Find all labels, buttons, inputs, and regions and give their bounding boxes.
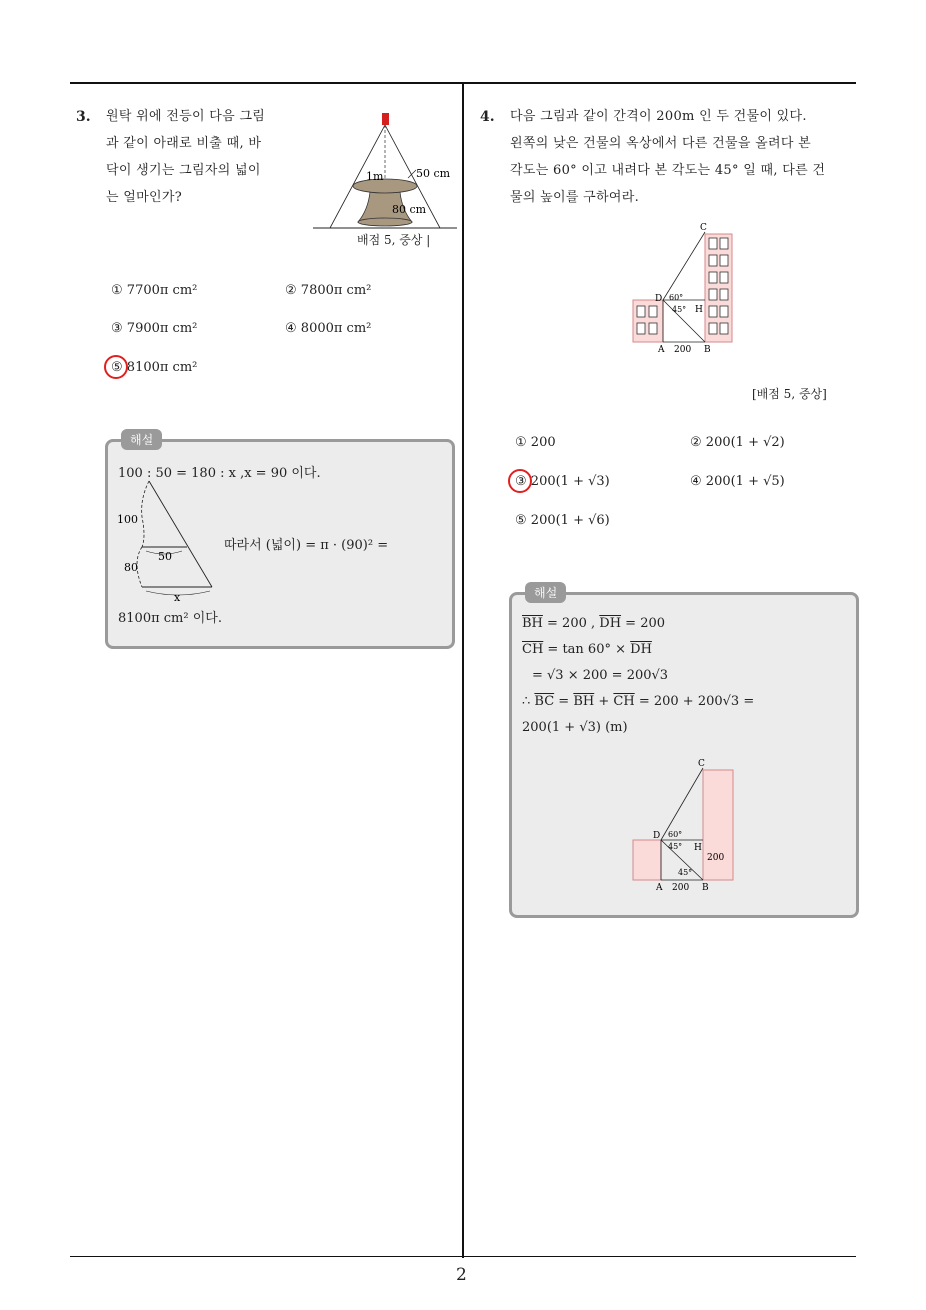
choice-marker: ③ bbox=[111, 321, 123, 336]
sol-text: = 200 + 200√3 = bbox=[634, 694, 755, 709]
sol-label-C: C bbox=[698, 759, 705, 769]
choice-marker: ② bbox=[285, 283, 297, 298]
q3-text-line: 는 얼마인가? bbox=[106, 190, 182, 205]
fig-label-60: 60° bbox=[669, 293, 684, 302]
sol-fig-label: 50 bbox=[158, 550, 172, 563]
lamp-icon bbox=[382, 113, 389, 125]
sol-label-200: 200 bbox=[707, 853, 725, 863]
q4-answer-circle bbox=[508, 469, 532, 493]
sol-text: + bbox=[594, 694, 614, 709]
sol-fig-label: 100 bbox=[117, 513, 138, 526]
q4-text-line: 다음 그림과 같이 간격이 200m 인 두 건물이 있다. bbox=[510, 109, 807, 124]
q4-solution-tab: 해설 bbox=[525, 582, 566, 603]
sol-text: = 200 , bbox=[542, 616, 600, 631]
q3-caption: 배점 5, 중상 | bbox=[357, 233, 431, 247]
choice-text: 200(1 + √5) bbox=[705, 474, 785, 489]
q4-solution-line3: = √3 × 200 = 200√3 bbox=[532, 668, 669, 683]
seg-BH: $\overline{BH}$ bbox=[573, 694, 595, 709]
sol-label-D: D bbox=[653, 831, 661, 841]
choice-text: 8000π cm² bbox=[300, 321, 372, 336]
q3-choice-3[interactable] bbox=[111, 321, 197, 336]
question-3-text bbox=[106, 103, 306, 211]
q4-text-line: 물의 높이를 구하여라. bbox=[510, 190, 640, 205]
bottom-rule bbox=[70, 1256, 856, 1257]
choice-marker: ⑤ bbox=[111, 360, 123, 375]
q4-solution-line5: 200(1 + √3) (m) bbox=[522, 720, 628, 735]
sol-fig-label: 80 bbox=[124, 561, 138, 574]
sol-text: = 200 bbox=[621, 616, 666, 631]
choice-marker: ① bbox=[515, 435, 527, 450]
sol-label-A: A bbox=[656, 883, 663, 893]
q4-solution-line2 bbox=[522, 642, 652, 657]
q4-text-line: 왼쪽의 낮은 건물의 옥상에서 다른 건물을 올려다 본 bbox=[510, 136, 812, 151]
choice-text: 7800π cm² bbox=[300, 283, 372, 298]
choice-marker: ④ bbox=[690, 474, 702, 489]
seg-CH: $\overline{CH}$ bbox=[613, 694, 635, 709]
buildings-figure bbox=[628, 222, 738, 357]
q4-choice-4[interactable] bbox=[690, 474, 785, 489]
seg-DH: $\overline{DH}$ bbox=[599, 616, 622, 631]
lamp-table-figure bbox=[310, 110, 460, 235]
seg-BH: $\overline{BH}$ bbox=[522, 616, 543, 631]
seg-DH: $\overline{DH}$ bbox=[630, 642, 652, 657]
q3-text-line: 과 같이 아래로 비출 때, 바 bbox=[106, 136, 262, 151]
q3-choice-1[interactable] bbox=[111, 283, 197, 298]
fig-label-dist: 200 bbox=[674, 345, 692, 355]
sol-label-60: 60° bbox=[668, 830, 683, 839]
choice-marker: ④ bbox=[285, 321, 297, 336]
q3-choice-4[interactable] bbox=[285, 321, 371, 336]
column-divider bbox=[462, 84, 464, 1258]
sol-label-B: B bbox=[702, 883, 709, 893]
q4-choice-2[interactable] bbox=[690, 435, 785, 450]
choice-text: 8100π cm² bbox=[126, 360, 198, 375]
choice-marker: ② bbox=[690, 435, 702, 450]
sol-label-45: 45° bbox=[668, 842, 683, 851]
sol-label-dist: 200 bbox=[672, 883, 690, 893]
choice-text: 200 bbox=[530, 435, 556, 450]
fig-label-D: D bbox=[655, 294, 663, 304]
q4-solution-line4 bbox=[522, 694, 754, 709]
q4-solution-figure bbox=[628, 758, 738, 893]
fig-label-height: 1m bbox=[366, 170, 384, 183]
fig-label-radius: 50 cm bbox=[416, 167, 451, 180]
q4-solution-line1 bbox=[522, 616, 665, 631]
seg-BC: $\overline{BC}$ bbox=[534, 694, 555, 709]
q3-text-line: 원탁 위에 전등이 다음 그림 bbox=[106, 109, 266, 124]
fig-label-H: H bbox=[695, 305, 703, 315]
fig-label-45: 45° bbox=[672, 305, 687, 314]
sol-text: = bbox=[554, 694, 574, 709]
sol-text: = tan 60° × bbox=[543, 642, 631, 657]
seg-CH: $\overline{CH}$ bbox=[522, 642, 544, 657]
q4-choice-1[interactable] bbox=[515, 435, 556, 450]
question-4-text bbox=[510, 103, 860, 211]
q3-solution-tab: 해설 bbox=[121, 429, 162, 450]
q4-choice-5[interactable] bbox=[515, 513, 610, 528]
q3-choice-2[interactable] bbox=[285, 283, 371, 298]
choice-text: 7700π cm² bbox=[126, 283, 198, 298]
sol-text: ∴ bbox=[522, 694, 535, 709]
choice-marker: ⑤ bbox=[515, 513, 527, 528]
sol-label-45b: 45° bbox=[678, 868, 693, 877]
fig-label-C: C bbox=[700, 223, 707, 233]
choice-text: 200(1 + √3) bbox=[530, 474, 610, 489]
page-number: 2 bbox=[456, 1265, 467, 1285]
choice-text: 200(1 + √2) bbox=[705, 435, 785, 450]
choice-marker: ③ bbox=[515, 474, 527, 489]
q3-solution-line3: 8100π cm² 이다. bbox=[118, 611, 222, 626]
sol-label-H: H bbox=[694, 843, 702, 853]
sol-fig-label: x bbox=[174, 591, 181, 602]
q3-answer-circle bbox=[104, 355, 128, 379]
q3-solution-line1: 100 : 50 = 180 : x ,x = 90 이다. bbox=[118, 466, 321, 481]
q3-solution-line2: 따라서 (넓이) = π · (90)² = bbox=[224, 538, 389, 553]
q4-caption: [배점 5, 중상] bbox=[752, 387, 827, 401]
question-4-number: 4. bbox=[480, 109, 495, 125]
q4-text-line: 각도는 60° 이고 내려다 본 각도는 45° 일 때, 다른 건 bbox=[510, 163, 826, 178]
fig-label-B: B bbox=[704, 345, 711, 355]
q3-solution-figure bbox=[112, 477, 222, 602]
choice-text: 7900π cm² bbox=[126, 321, 198, 336]
fig-label-A: A bbox=[658, 345, 665, 355]
choice-marker: ① bbox=[111, 283, 123, 298]
choice-text: 200(1 + √6) bbox=[530, 513, 610, 528]
question-3-number: 3. bbox=[76, 109, 91, 125]
fig-label-bottom: 80 cm bbox=[392, 203, 427, 216]
q3-text-line: 닥이 생기는 그림자의 넓이 bbox=[106, 163, 261, 178]
